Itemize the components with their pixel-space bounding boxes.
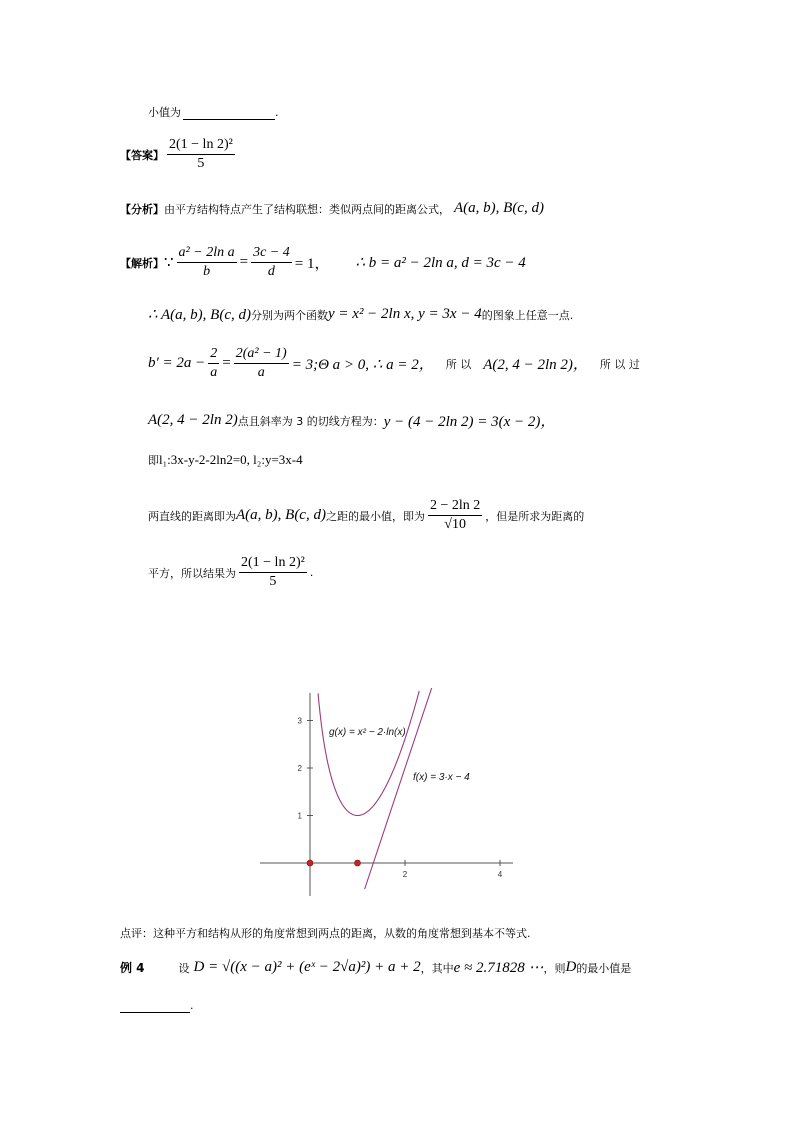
graph-labels — [298, 717, 503, 880]
tangent-equation: y − (4 − 2ln 2) = 3(x − 2)， — [383, 414, 556, 430]
period: . — [309, 566, 314, 579]
comment-text: 点评：这种平方和结构从形的角度常想到两点的距离，从数的角度常想到基本不等式. — [120, 927, 531, 940]
fraction-numerator: 2(a² − 1) — [234, 346, 289, 364]
g-label: g(x) = x² − 2·ln(x) — [329, 727, 406, 738]
x-tick-label: 2 — [402, 870, 408, 879]
functions-text: 分别为两个函数 — [251, 308, 328, 322]
y-tick-label: 1 — [297, 811, 302, 821]
fraction-denominator: √10 — [444, 517, 466, 532]
graph-curves — [307, 688, 434, 889]
answer-tag: 【答案】 — [120, 148, 164, 162]
solution-tag: 【解析】 — [120, 256, 164, 270]
example-blank — [120, 998, 190, 1013]
example-line — [120, 958, 631, 977]
solution-fraction-1 — [177, 245, 237, 280]
equals-sign: = — [239, 254, 249, 270]
derivative-fraction-1 — [208, 346, 219, 381]
example-d: D — [565, 959, 577, 975]
graph-point — [307, 860, 313, 866]
solution-line — [120, 245, 526, 280]
f-label: f(x) = 3·x − 4 — [413, 772, 470, 783]
y-tick-label: 2 — [297, 764, 302, 773]
text-namely: 即 — [148, 454, 159, 467]
analysis-line — [120, 200, 544, 217]
fraction-numerator: 2 − 2ln 2 — [428, 498, 482, 516]
example-blank-line — [120, 998, 194, 1013]
distance-line — [148, 498, 584, 533]
distance-text-3: ，但是所求为距离的 — [485, 509, 585, 523]
equals-sign: = — [222, 355, 231, 371]
answer-fraction — [167, 137, 235, 172]
function-graph — [255, 688, 517, 900]
answer-numerator: 2(1 − ln 2)² — [167, 137, 235, 155]
derivative-result: = 3;Θ a > 0, ∴ a = 2， — [291, 357, 434, 373]
example-formula: D = √((x − a)² + (eˣ − 2√a)²) + a + 2 — [193, 959, 421, 975]
answer-blank — [183, 105, 275, 120]
distance-text-2: 之距的最小值，即为 — [325, 509, 425, 523]
tangent-line — [148, 410, 555, 431]
derivative-fraction-2 — [234, 346, 289, 381]
solution-therefore: ∴ b = a² − 2ln a, d = 3c − 4 — [355, 255, 526, 271]
period: . — [190, 999, 194, 1012]
distance-points: A(a, b), B(c, d) — [236, 507, 326, 523]
text-so: 所 以 — [445, 357, 472, 371]
example-then: ，则 — [543, 961, 566, 975]
functions-line — [148, 305, 573, 324]
fraction-numerator: 3c − 4 — [251, 245, 292, 263]
example-e-value: e ≈ 2.71828 ⋯ — [453, 960, 544, 976]
lines-equations: l₁:3x-y-2-2ln2=0, l₂:y=3x-4 — [159, 452, 303, 467]
analysis-text: 由平方结构特点产生了结构联想：类似两点间的距离公式， — [164, 202, 450, 216]
fraction-numerator: 2 — [208, 346, 219, 364]
result-line — [148, 555, 313, 590]
period: . — [275, 105, 279, 119]
functions-math: y = x² − 2ln x, y = 3x − 4 — [328, 306, 482, 322]
derivative-start: b′ = 2a − — [148, 355, 206, 371]
functions-end: 的图象上任意一点. — [481, 308, 574, 322]
result-fraction — [239, 555, 307, 590]
f-line — [365, 688, 434, 889]
distance-text: 两直线的距离即为 — [148, 509, 236, 523]
point-a: A(2, 4 − 2ln 2)， — [483, 357, 588, 373]
solution-fraction-2 — [251, 245, 292, 280]
fraction-denominator: a — [210, 365, 218, 380]
fraction-numerator: 2(1 − ln 2)² — [239, 555, 307, 573]
fraction-numerator: a² − 2ln a — [177, 245, 237, 263]
lines-equation-line — [148, 452, 303, 468]
analysis-math: A(a, b), B(c, d) — [454, 200, 544, 216]
tangent-text: 点且斜率为 3 的切线方程为： — [237, 414, 384, 428]
solution-tail: = 1， — [294, 256, 330, 272]
example-tag: 例 4 — [120, 961, 145, 975]
distance-fraction — [428, 498, 482, 533]
fraction-denominator: a — [257, 365, 265, 380]
example-let: 设 — [178, 961, 190, 975]
y-tick-label: 3 — [297, 716, 302, 726]
derivative-line — [148, 346, 640, 381]
analysis-tag: 【分析】 — [120, 202, 164, 216]
fraction-denominator: 5 — [269, 574, 277, 589]
answer-line — [120, 137, 238, 172]
fraction-denominator: b — [203, 264, 211, 279]
x-tick-label: 4 — [497, 870, 503, 879]
fill-in-line — [148, 104, 279, 120]
example-where: ，其中 — [420, 961, 454, 975]
g-curve — [318, 691, 419, 816]
because-symbol: ∵ — [164, 255, 174, 271]
answer-denominator: 5 — [197, 156, 205, 171]
fraction-denominator: d — [267, 264, 275, 279]
result-text: 平方，所以结果为 — [148, 566, 236, 580]
graph-point — [355, 860, 361, 866]
tangent-point: A(2, 4 − 2ln 2) — [148, 412, 238, 428]
text-so-through: 所 以 过 — [599, 357, 640, 371]
text-min-value: 小值为 — [148, 106, 181, 119]
points-math: ∴ A(a, b), B(c, d) — [148, 307, 251, 323]
comment-line — [120, 925, 531, 941]
example-min: 的最小值是 — [576, 961, 632, 975]
